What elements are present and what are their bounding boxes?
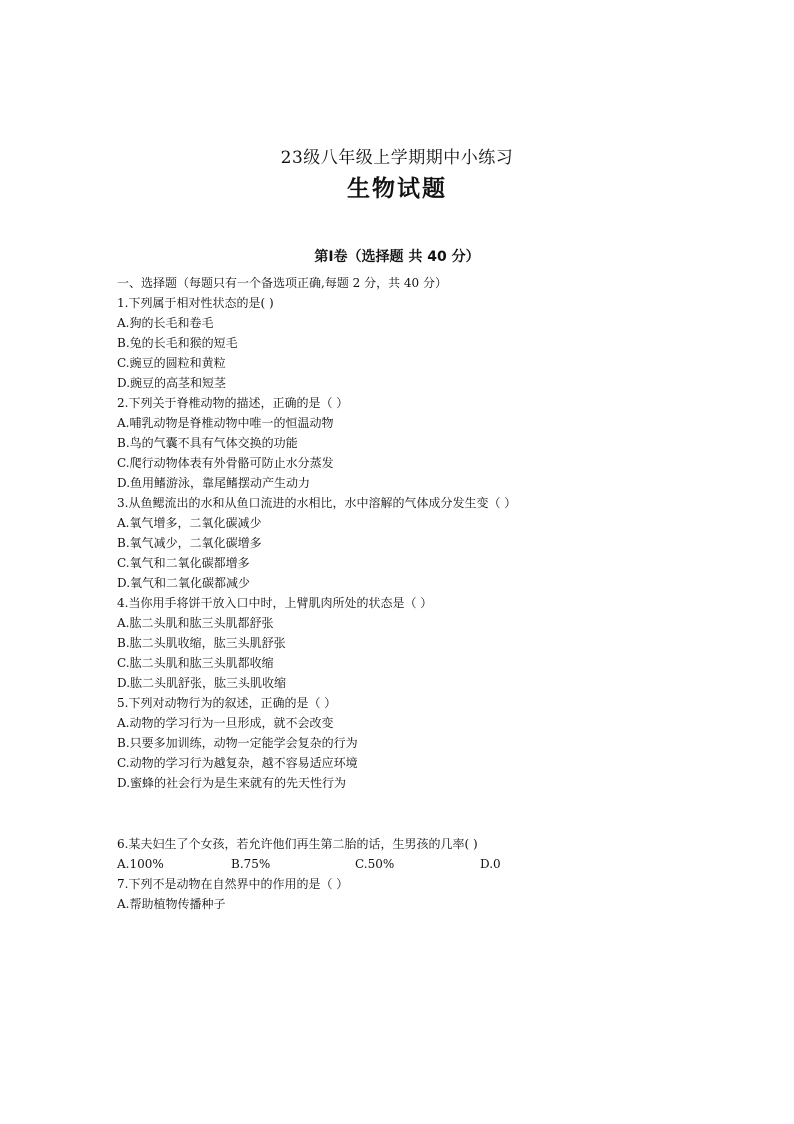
option: C.肱二头肌和肱三头肌都收缩 — [117, 656, 274, 670]
option-row — [117, 854, 717, 874]
question-stem: 2.下列关于脊椎动物的描述，正确的是（ ） — [117, 396, 349, 410]
option: B.氧气减少，二氧化碳增多 — [117, 536, 262, 550]
option: A.100% — [117, 857, 164, 871]
section-heading: 第Ⅰ卷（选择题 共 40 分） — [314, 249, 480, 265]
option: B.75% — [231, 857, 271, 871]
option: C.动物的学习行为越复杂，越不容易适应环境 — [117, 756, 358, 770]
option: C.豌豆的圆粒和黄粒 — [117, 356, 226, 370]
option: A.动物的学习行为一旦形成，就不会改变 — [117, 716, 334, 730]
question-stem: 6.某夫妇生了个女孩，若允许他们再生第二胎的话，生男孩的几率( ) — [117, 837, 478, 851]
question-stem: 3.从鱼鳃流出的水和从鱼口流进的水相比，水中溶解的气体成分发生变（ ） — [117, 496, 517, 510]
option: D.鱼用鳍游泳，靠尾鳍摆动产生动力 — [117, 476, 311, 490]
option: B.只要多加训练，动物一定能学会复杂的行为 — [117, 736, 358, 750]
option: D.蜜蜂的社会行为是生来就有的先天性行为 — [117, 776, 347, 790]
exam-subject-title: 生物试题 — [347, 176, 447, 202]
option: A.氧气增多，二氧化碳减少 — [117, 516, 262, 530]
option: D.0 — [480, 857, 501, 871]
option: B.兔的长毛和猴的短毛 — [117, 336, 238, 350]
question-stem: 7.下列不是动物在自然界中的作用的是（ ） — [117, 877, 349, 891]
blank-spacer — [117, 793, 717, 834]
option: C.爬行动物体表有外骨骼可防止水分蒸发 — [117, 456, 334, 470]
option: B.肱二头肌收缩，肱三头肌舒张 — [117, 636, 286, 650]
option: D.氧气和二氧化碳都减少 — [117, 576, 251, 590]
option: A.帮助植物传播种子 — [117, 897, 226, 911]
option: C.50% — [355, 857, 395, 871]
question-list — [117, 273, 717, 914]
option: C.氧气和二氧化碳都增多 — [117, 556, 250, 570]
option: D.肱二头肌舒张，肱三头肌收缩 — [117, 676, 287, 690]
option: B.鸟的气囊不具有气体交换的功能 — [117, 436, 298, 450]
question-stem: 5.下列对动物行为的叙述，正确的是（ ） — [117, 696, 337, 710]
question-stem: 4.当你用手将饼干放入口中时，上臂肌肉所处的状态是（ ） — [117, 596, 433, 610]
option: A.哺乳动物是脊椎动物中唯一的恒温动物 — [117, 416, 334, 430]
question-stem: 1.下列属于相对性状态的是( ) — [117, 296, 274, 310]
instructions: 一、选择题（每题只有一个备选项正确,每题 2 分，共 40 分） — [117, 276, 447, 290]
exam-title: 23级八年级上学期期中小练习 — [280, 148, 514, 168]
option: A.肱二头肌和肱三头肌都舒张 — [117, 616, 274, 630]
option: A.狗的长毛和卷毛 — [117, 316, 214, 330]
option: D.豌豆的高茎和短茎 — [117, 376, 227, 390]
